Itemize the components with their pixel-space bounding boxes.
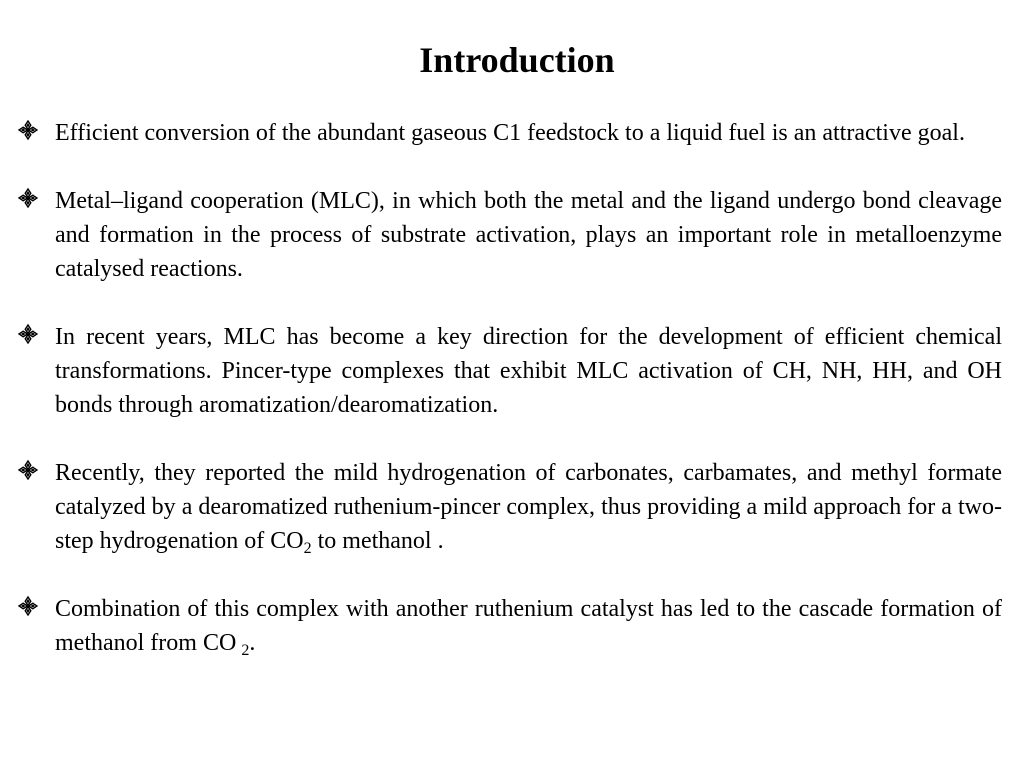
bullet-text: Efficient conversion of the abundant gaseous C1 feedstock to a liquid fuel is an attractive goal. bbox=[55, 120, 965, 146]
four-diamond-bullet-icon bbox=[18, 324, 38, 344]
four-diamond-bullet-icon bbox=[18, 188, 38, 208]
bullet-item bbox=[18, 116, 1002, 150]
bullet-text-tail: to methanol . bbox=[311, 528, 444, 554]
bullet-item bbox=[18, 320, 1002, 422]
bullet-text: In recent years, MLC has become a key direction for the development of efficient chemical transformations. Pincer-type complexes that exhibit MLC activation of CH, NH, HH, and OH bonds through aromatization/dearomatization. bbox=[55, 324, 1002, 418]
bullet-text-main: Recently, they reported the mild hydrogenation of carbonates, carbamates, and methyl formate catalyzed by a dearomatized ruthenium-pincer complex, thus providing a mild approach for a two-step hydrogenation of CO bbox=[55, 460, 1002, 554]
bullet-text: Metal–ligand cooperation (MLC), in which both the metal and the ligand undergo bond cleavage and formation in the process of substrate activation, plays an important role in metalloenzyme catalysed reactions. bbox=[55, 188, 1002, 282]
four-diamond-bullet-icon bbox=[18, 460, 38, 480]
bullet-item bbox=[18, 592, 1002, 660]
bullet-text bbox=[55, 460, 1002, 557]
bullet-text-main: Combination of this complex with another ruthenium catalyst has led to the cascade formation of methanol from CO bbox=[55, 596, 1002, 656]
bullet-text-tail: . bbox=[249, 630, 256, 656]
bullet-item bbox=[18, 184, 1002, 286]
slide-title: Introduction bbox=[419, 40, 615, 80]
bullet-list bbox=[18, 116, 1002, 694]
co2-subscript: 2 bbox=[241, 642, 250, 659]
four-diamond-bullet-icon bbox=[18, 596, 38, 616]
co2-subscript: 2 bbox=[303, 540, 312, 557]
bullet-item bbox=[18, 456, 1002, 558]
bullet-text bbox=[55, 596, 1002, 659]
four-diamond-bullet-icon bbox=[18, 120, 38, 140]
